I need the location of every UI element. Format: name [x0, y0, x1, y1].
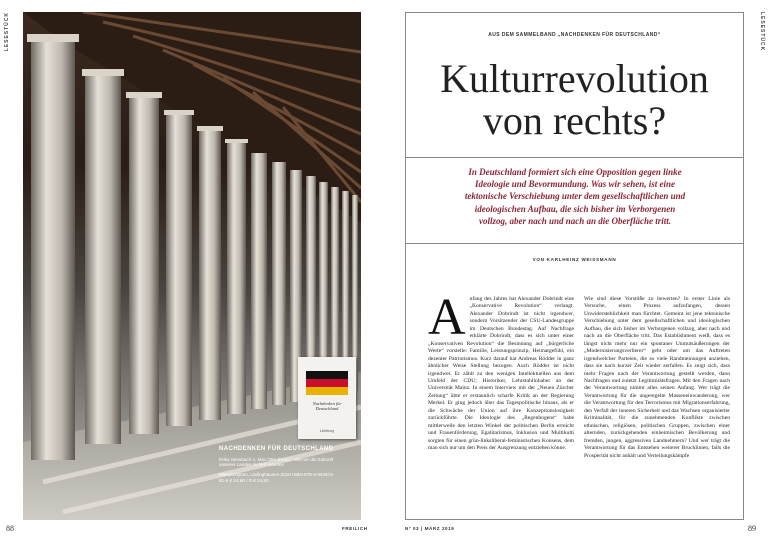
- article-kicker: AUS DEM SAMMELBAND „NACHDENKEN FÜR DEUTSCHLAND“: [488, 32, 661, 38]
- flag-stripe-gold: [306, 387, 348, 395]
- footer-issue: Nº 03 | MÄRZ 2019: [405, 526, 455, 531]
- footer-magazine: FREILICH: [342, 526, 368, 531]
- book-publisher: Lichtburg: [319, 429, 335, 433]
- german-flag-icon: [306, 371, 348, 395]
- page-number-right: 89: [748, 524, 756, 533]
- book-caption: [219, 446, 339, 484]
- flag-stripe-black: [306, 371, 348, 379]
- flag-stripe-red: [306, 379, 348, 387]
- title-line-2: von rechts?: [482, 98, 667, 143]
- book-cover: [298, 357, 356, 439]
- caption-meta: Manuscriptum, Lüdinghausen 2018 ISBN 978-3-944872-81-6 € 24,80 / D € 24,80: [219, 472, 335, 484]
- title-line-1: Kulturrevolution: [440, 56, 709, 101]
- drop-cap: A: [428, 289, 466, 346]
- section-label-right: LESESTÜCK: [759, 12, 765, 52]
- article-byline: VON KARLHEINZ WEISSMANN: [532, 257, 617, 262]
- colonnade-photo: [23, 12, 361, 520]
- lead-divider: [405, 243, 744, 244]
- section-label-left: LESESTÜCK: [4, 12, 10, 52]
- colonnade-illustration: [23, 12, 361, 520]
- caption-heading: NACHDENKEN FÜR DEUTSCHLAND: [219, 446, 334, 452]
- article-column-2: Wie sind diese Vorstöße zu bewerten? In erster Linie als Versuche, einen Prozess aufzufangen, dessen Unwiderstehlichkeit man fürchtet. Gemeint ist jene tektonische Verschiebung unter dem gesellschaftlichen und ideologischen Aufbau, die sich bisher im Verborgenen vollzog, aber nach und nach an die Oberfläche tritt. Das Establishment weiß, dass es längst nicht mehr nur ein spontaner Unmutsäußerungen der „Modernisierungsverlierer“ geht oder um das Auftreten irgendwelcher Parteien, die so viele Randmeinungen anziehen, dass sie nach kurzer Zeit wieder zerfallen. Es zeigt sich, dass mehr Fragen nach der Verantwortung gestellt werden, dann Nachfragen und zuletzt Legitimitätsfragen. Mit den Fragen nach der Verantwortung nimmt alles seinen Anfang. Wer trägt die Verantwortung für die ungeregelte Masseneinwanderung, wer die Verantwortung für den Terrorismus mit Migrationserfahrung, den Verfall der inneren Sicherheit und das Wachsen organisierter Kriminalität, für die zunehmenden Konflikte zwischen ethnischen, religiösen, politischen Gruppen, zwischen einer alternden, zurückgehenden einheimischen Bevölkerung und fremden, jungen, aggressiven Landnehmern? Und wer trägt die Verantwortung für das Entstehen weiterer Bruchlinien, falls die Prosperität nicht anhält und Verteilungskämpfe: [584, 296, 730, 459]
- title-divider: [405, 157, 744, 158]
- article-column-1: [428, 289, 574, 453]
- page-number-left: 88: [6, 524, 14, 533]
- article-lead: In Deutschland formiert sich eine Opposition gegen linke Ideologie und Bevormundung. Was wir sehen, ist eine tektonische Verschiebung unter dem gesellschaftlichen und ideologischen Aufbau, die sich bisher im Verborgenen vollzog, aber nach und nach an die Oberfläche tritt.: [464, 167, 686, 226]
- book-title: Nachdenken für Deutschland: [312, 401, 342, 412]
- article-title: [405, 58, 744, 142]
- column-1-text: nfang des Jahres hat Alexander Dobrindt eine „Konservative Revolution“ verlangt. Alexander Dobrindt ist nicht irgendwer, sondern Vorsitzender der CSU-Landesgruppe im Deutschen Bundestag. Auf Nachfrage erklärte Dobrindt, dass es sich unter einer „Konservativen Revolution“ die Besinnung auf „bürgerliche Werte“ vorstelle: Familie, Leistungsprinzip, Heimatgefühl, ein dezenter Patriotismus. Kurz darauf hat Andreas Rödder in ganz ähnlicher Weise Stellung bezogen. Auch Rödder ist nicht irgendwer. Er zählt zu den wenigen Intellektuellen aus dem Umfeld der CDU; Historiker, Lehrstuhlinhaber an der Universität Mainz. In einem Interview mit der „Neuen Zürcher Zeitung“ übte er erstaunlich scharfe Kritik an der Regierung Merkel. Er ging jedoch über das Tagespolitische hinaus, als er die Schwäche der Union auf ihre Konzeptionslosigkeit zurückführte. Die Ideologie des „Regenbogens“ habe mittlerweile den letzten Winkel der politischen Berlin erreicht und Frauenförderung, Egalitarismus, Inklusion und Multikulti sorgten für einen grün-linksliberal-feministischen Konsens, dem man sich nur um den Preis der Ausgrenzung entziehen könne.: [428, 296, 574, 452]
- caption-subtitle: Erika Steinbach u. Max Otte (Hrsg.): Wie wir die Zukunft unseres Landes sichern können: [219, 456, 334, 468]
